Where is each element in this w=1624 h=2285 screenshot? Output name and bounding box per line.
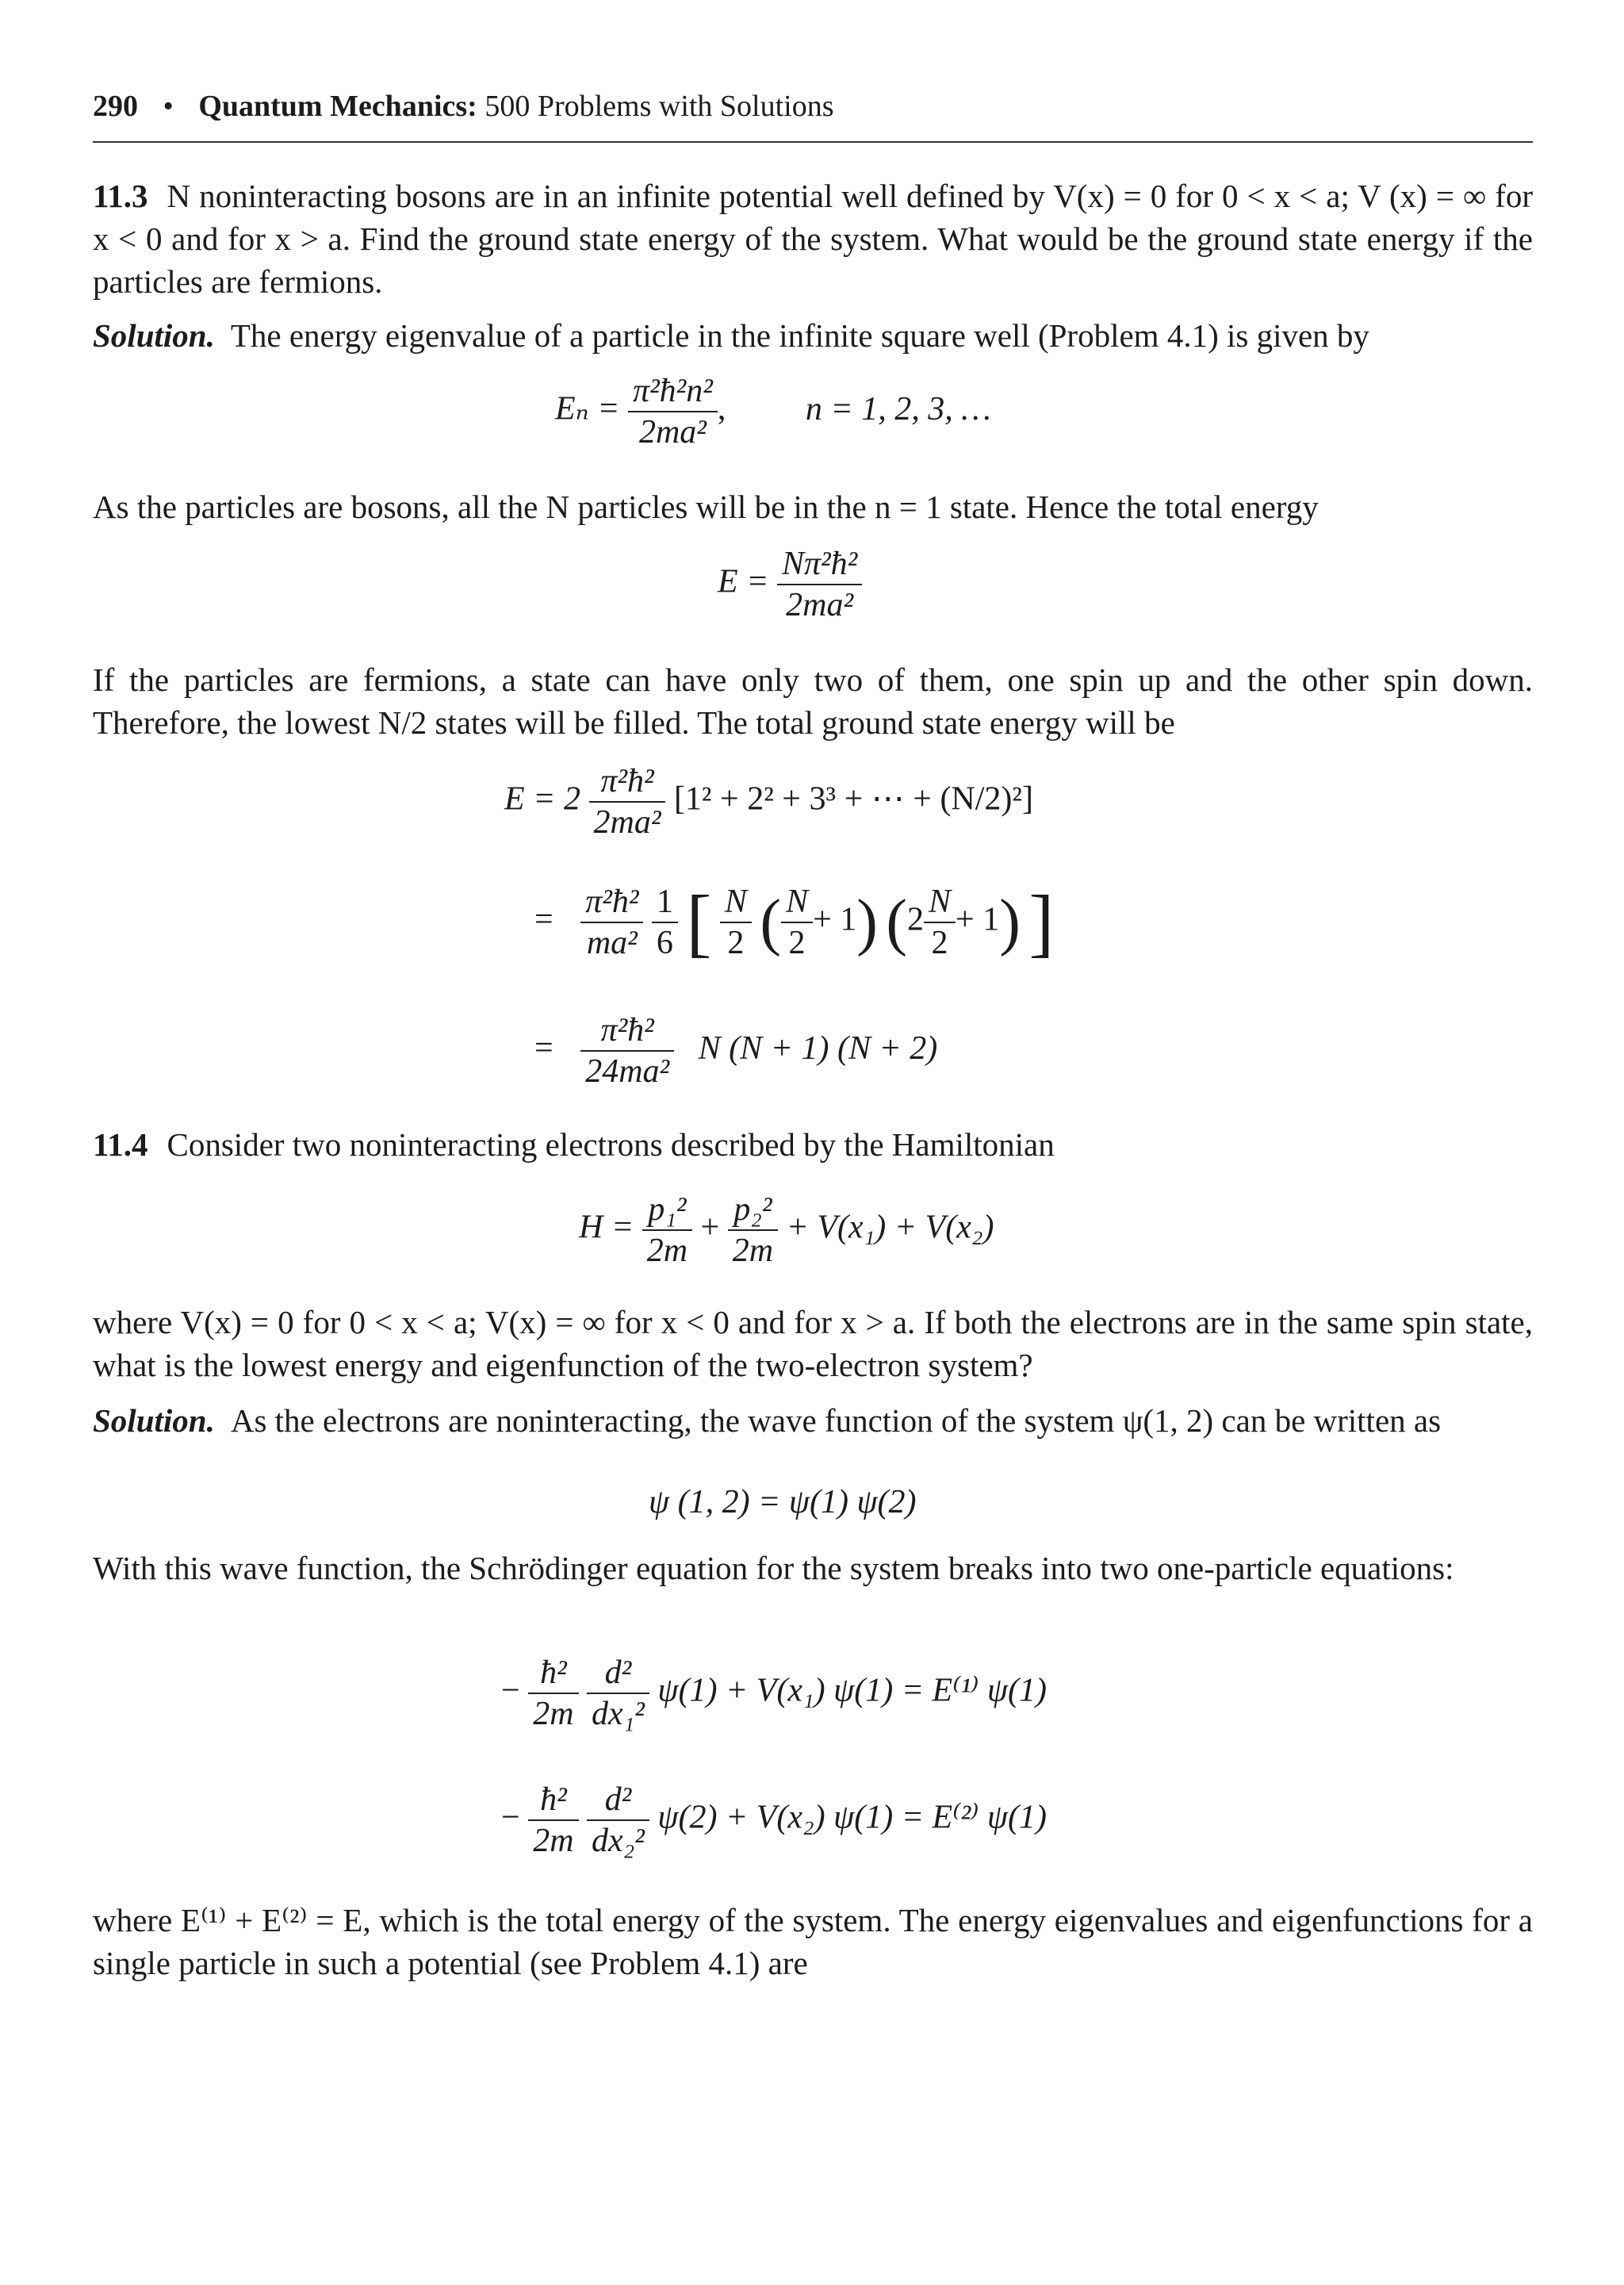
problem-number: 11.3 (93, 178, 148, 214)
schrodinger-text: With this wave function, the Schrödinger equation for the system breaks into two one-particle equations: (93, 1550, 1454, 1586)
potential-text: where V(x) = 0 for 0 < x < a; V(x) = ∞ for x < 0 and for x > a. If both the electrons are in the same spin state, what is the lowest energy and eigenfunction of the two-electron system? (93, 1304, 1533, 1383)
equation-energy-eigenvalue: Eₙ = $\frac{\text{π²ħ²n²}}{\text{2ma²}}$ , n = 1, 2, 3, … (555, 373, 991, 450)
running-header (93, 89, 1533, 143)
problem-11-3-solution (93, 314, 1533, 357)
total-energy-text: where E⁽¹⁾ + E⁽²⁾ = E, which is the total energy of the system. The energy eigenvalues and eigenfunctions for a single particle in such a potential (see Problem 4.1) are (93, 1902, 1533, 1981)
equation-hamiltonian: H = $\frac{\text{p₁²}}{2m}$ + $\frac{\text{p₂²}}{2m}$ + V(x₁) + V(x₂) (579, 1191, 994, 1269)
solution-text: As the electrons are noninteracting, the wave function of the system ψ(1, 2) can be written as (230, 1402, 1442, 1439)
equation-product-wavefunction: ψ (1, 2) = ψ(1) ψ(2) (649, 1484, 917, 1520)
bosons-text: As the particles are bosons, all the N particles will be in the n = 1 state. Hence the total energy (93, 489, 1319, 525)
equation-fermion-result: = $\frac{\text{π²ħ²}}{\text{24ma²}}$ N (N + 1) (N + 2) (534, 1012, 938, 1090)
equation-particle-2: − $\frac{\text{ħ²}}{2m}$ $\frac{\text{d²}}{\text{dx₂²}}$ ψ(2) + V(x₂) ψ(1) = E⁽²⁾ ψ(1) (501, 1781, 1047, 1859)
page-number: 290 (93, 90, 138, 123)
solution-text: The energy eigenvalue of a particle in the infinite square well (Problem 4.1) is given by (230, 317, 1369, 354)
problem-11-3-statement (93, 174, 1533, 303)
problem-text: N noninteracting bosons are in an infinite potential well defined by V(x) = 0 for 0 < x < a; V (x) = ∞ for x < 0 and for x > a. Find the ground state energy of the system. What would be the ground state energy if the particles are fermions. (93, 178, 1533, 300)
solution-label: Solution. (93, 1402, 215, 1439)
problem-11-4-statement (93, 1123, 1533, 1166)
equation-particle-1: − $\frac{\text{ħ²}}{2m}$ $\frac{\text{d²}}{\text{dx₁²}}$ ψ(1) + V(x₁) ψ(1) = E⁽¹⁾ ψ(1) (501, 1654, 1047, 1732)
equation-boson-energy: E = $\frac{\text{Nπ²ħ²}}{\text{2ma²}}$ (718, 544, 862, 625)
equation-fermion-sum: E = 2 $\frac{\text{π²ħ²}}{\text{2ma²}}$ [1² + 2² + 3³ + ⋯ + (N/2)²] (504, 763, 1033, 841)
book-subtitle: 500 Problems with Solutions (485, 90, 834, 123)
solution-label: Solution. (93, 317, 215, 354)
equation-fermion-closed-form: = $\frac{\text{π²ħ²}}{\text{ma²}}$ $\frac{1}{6}$ [ $\frac{N}{2}$ ( $\frac{N}{2}$ + 1) (2 $\frac{N}{2}$ + 1) ] (534, 880, 1055, 964)
problem-text: Consider two noninteracting electrons described by the Hamiltonian (167, 1126, 1055, 1163)
problem-number: 11.4 (93, 1126, 148, 1163)
book-title: Quantum Mechanics: (198, 90, 477, 123)
header-bullet: • (163, 90, 174, 123)
problem-11-4-solution (93, 1399, 1533, 1442)
fermions-text: If the particles are fermions, a state can have only two of them, one spin up and the other spin down. Therefore, the lowest N/2 states will be filled. The total ground state energy will be (93, 661, 1533, 741)
